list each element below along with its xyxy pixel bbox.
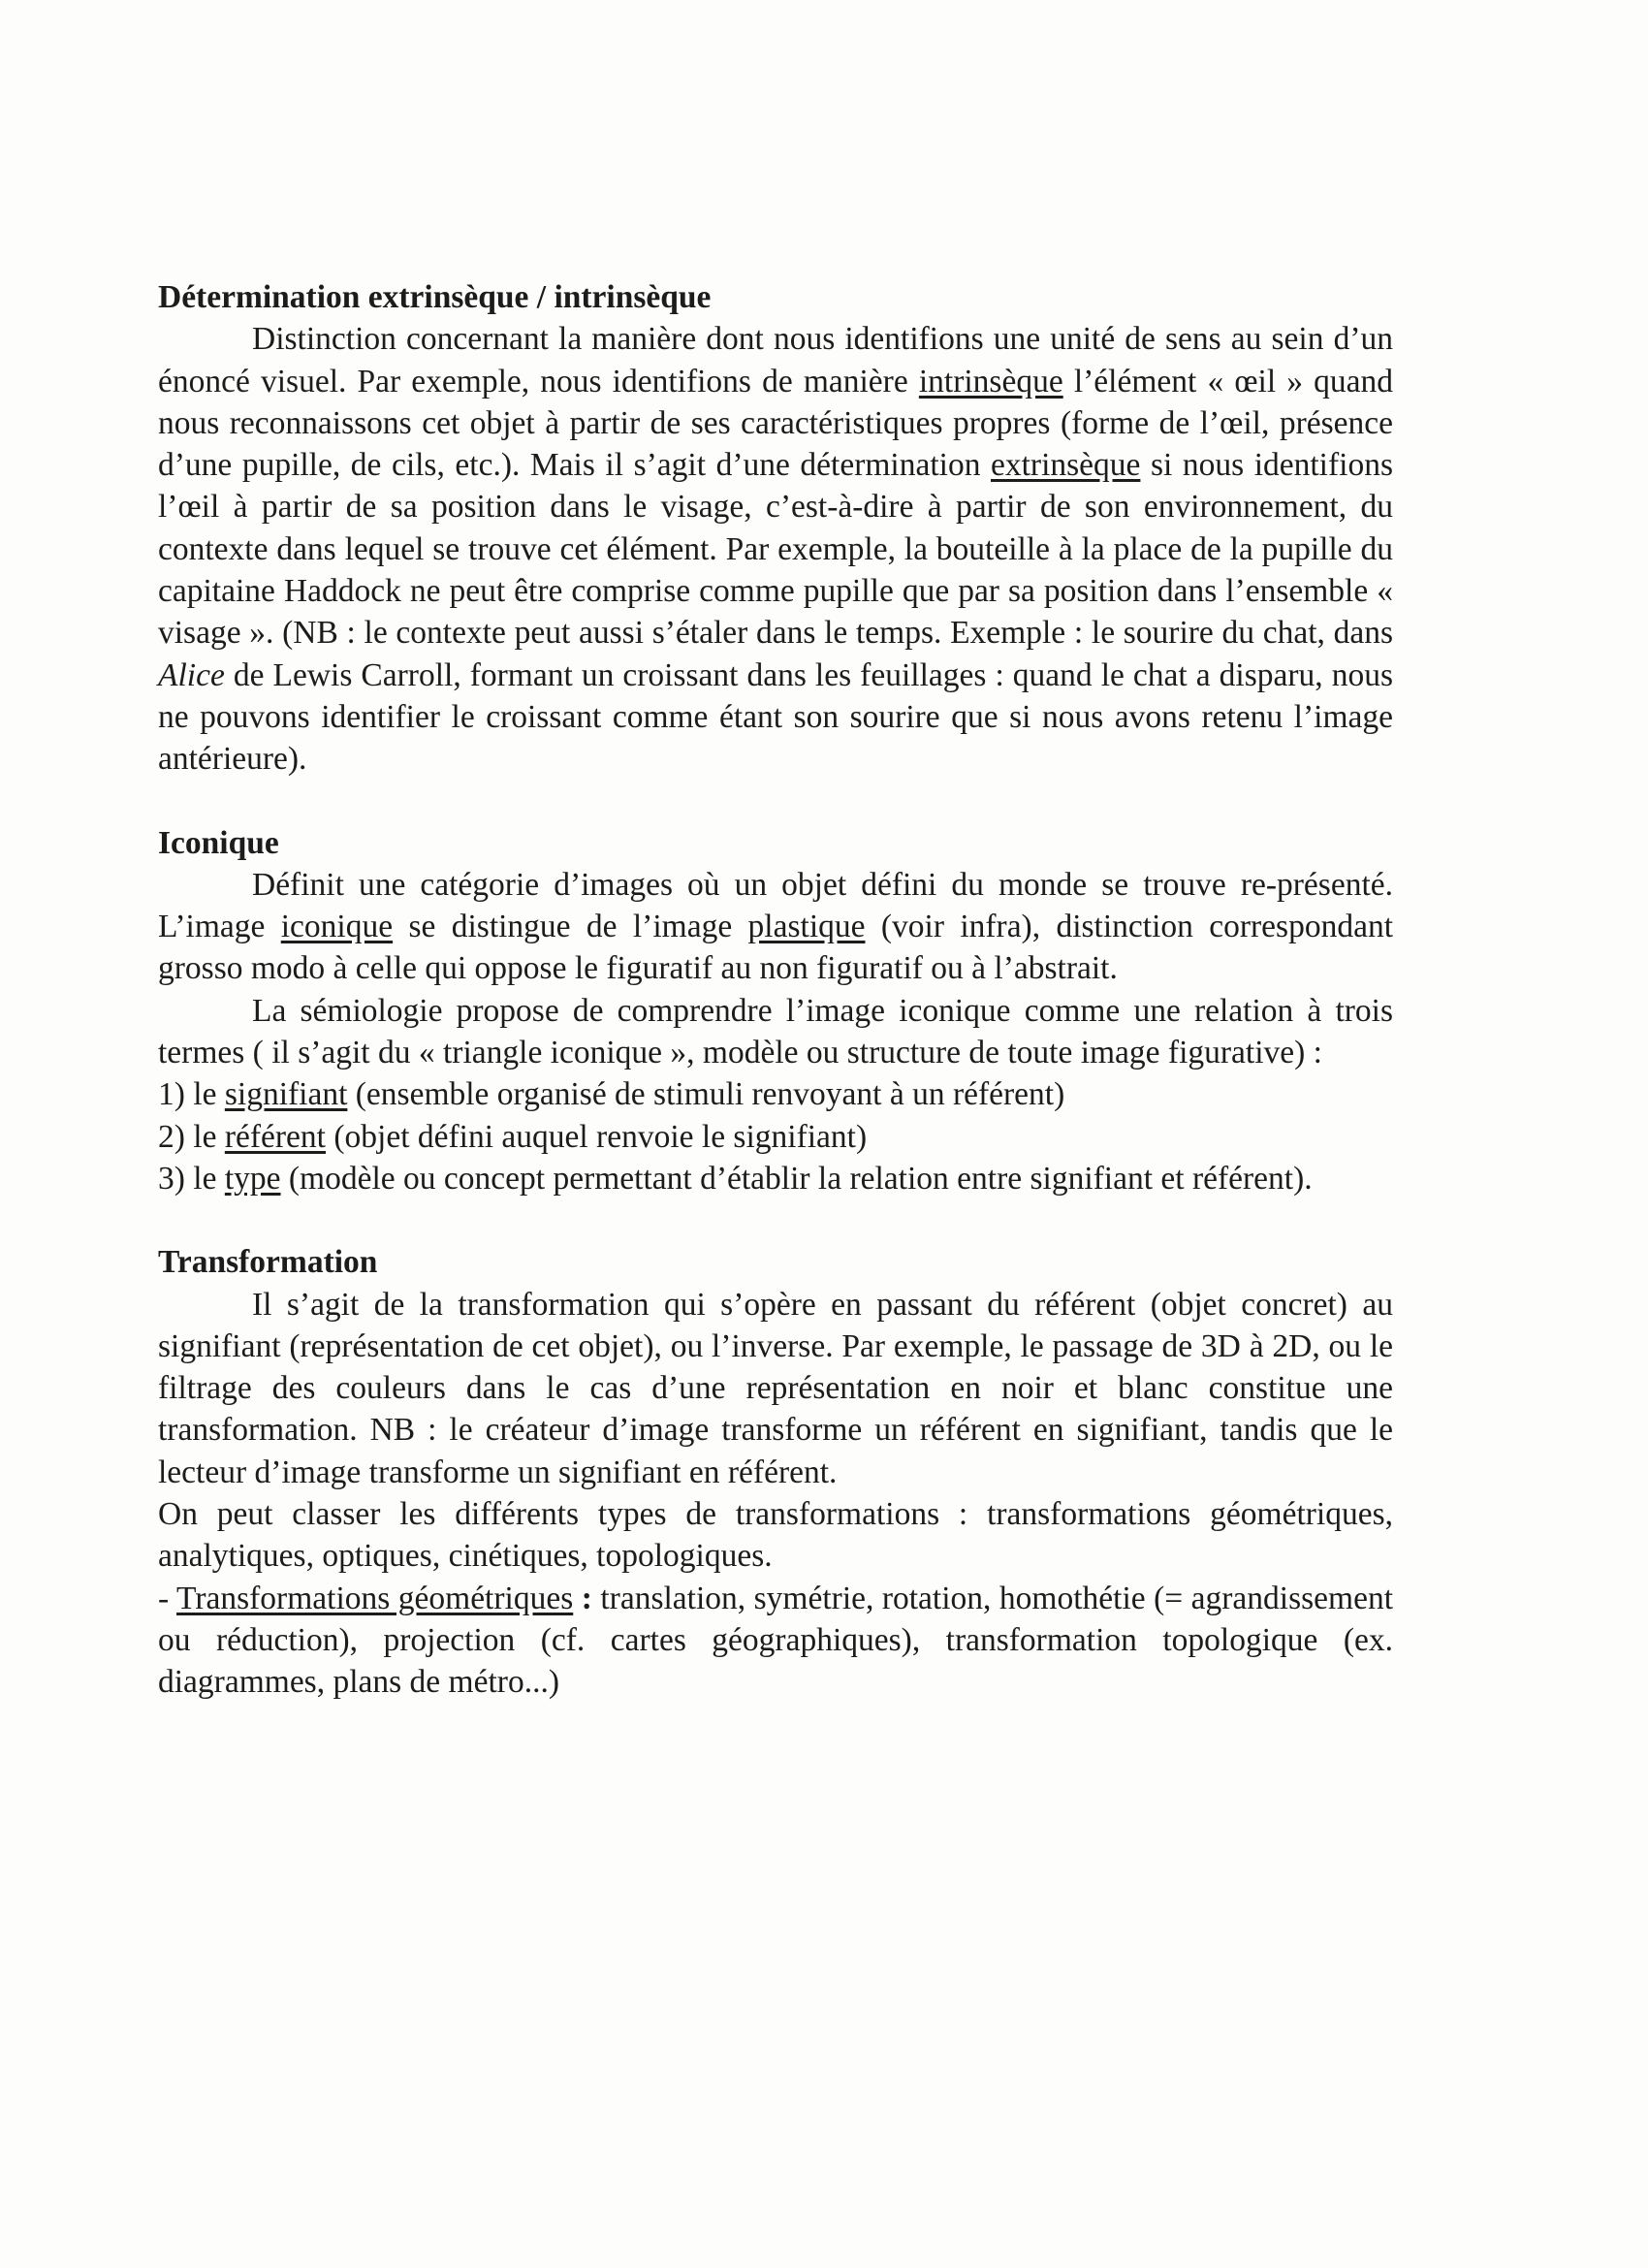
paragraph-transformation: Il s’agit de la transformation qui s’opère en passant du référent (objet concret) au signifiant (représentation de cet objet), ou l’inverse. Par exemple, le passage de 3D à 2D, ou le filtrage des couleurs dans le cas d’une représentation en noir et blanc constitue une transformation. NB : le créateur d’image transforme un référent en signifiant, tandis que le lecteur d’image transforme un signifiant en référent. xyxy=(158,1286,1393,1490)
list-item xyxy=(158,1158,1393,1199)
list-item-number: 3) le xyxy=(158,1160,225,1197)
text-run: l’élément « œil » quand nous reconnaissons cet objet à partir de ses caractéristiques propres (forme de l’œil, présence d’une pupille, de cils, etc.). Mais il s’agit d’une détermination xyxy=(158,363,1393,484)
text-run: (voir infra), distinction correspondant grosso modo à celle qui oppose le figuratif au non figuratif ou à l’abstrait. xyxy=(158,909,1393,987)
section-title-iconique: Iconique xyxy=(158,824,279,861)
text-run: si nous identifions l’œil à partir de sa position dans le visage, c’est-à-dire à partir de son environnement, du contexte dans lequel se trouve cet élément. Par exemple, la bouteille à la place de la pupille du capitaine Haddock ne peut être comprise comme pupille que par sa position dans l’ensemble « visage ». (NB : le contexte peut aussi s’étaler dans le temps. Exemple : le sourire du chat, dans xyxy=(158,447,1393,652)
document-page xyxy=(158,276,1393,1704)
paragraph-iconique-definition xyxy=(158,864,1393,990)
list-item-text: (objet défini auquel renvoie le signifiant) xyxy=(325,1118,868,1155)
underlined-term-signifiant: signifiant xyxy=(224,1076,348,1113)
paragraph-semiologie: La sémiologie propose de comprendre l’image iconique comme une relation à trois termes ( il s’agit du « triangle iconique », modèle ou structure de toute image figurative) : xyxy=(158,992,1393,1071)
underlined-term-extrinseque: extrinsèque xyxy=(991,447,1141,484)
section-title-transformation: Transformation xyxy=(158,1244,378,1281)
underlined-term-plastique: plastique xyxy=(747,909,866,945)
paragraph-transformations-geometriques xyxy=(158,1578,1393,1704)
text-run: Distinction concernant la manière dont nous identifions une unité de sens au sein d’un énoncé visuel. Par exemple, nous identifions de manière xyxy=(158,321,1393,399)
text-run: Définit une catégorie d’images où un objet défini du monde se trouve re-présenté. L’image xyxy=(158,866,1393,945)
text-run: se distingue de l’image xyxy=(393,909,748,945)
underlined-term-transformations-geometriques: Transformations géométriques xyxy=(176,1580,574,1616)
italic-title-alice: Alice xyxy=(158,656,225,693)
paragraph-determination xyxy=(158,318,1393,780)
list-item xyxy=(158,1073,1393,1115)
paragraph-transformation-types: On peut classer les différents types de transformations : transformations géométriques, analytiques, optiques, cinétiques, topologiques. xyxy=(158,1496,1393,1575)
list-item xyxy=(158,1116,1393,1158)
section-title-determination: Détermination extrinsèque / intrinsèque xyxy=(158,279,712,315)
text-run: translation, symétrie, rotation, homothétie (= agrandissement ou réduction), projection (cf. cartes géographiques), transformation topologique (ex. diagrammes, plans de métro...) xyxy=(158,1580,1394,1701)
list-item-text: (ensemble organisé de stimuli renvoyant à un référent) xyxy=(347,1076,1065,1113)
section-gap xyxy=(158,1199,1393,1241)
list-item-number: 2) le xyxy=(158,1118,225,1155)
underlined-term-type: type xyxy=(224,1160,281,1197)
list-item-number: 1) le xyxy=(158,1076,225,1113)
text-run: de Lewis Carroll, formant un croissant dans les feuillages : quand le chat a disparu, nous ne pouvons identifier le croissant comme étant son sourire que si nous avons retenu l’image antérieure). xyxy=(158,656,1393,778)
list-item-text: (modèle ou concept permettant d’établir la relation entre signifiant et référent). xyxy=(280,1160,1313,1197)
section-gap xyxy=(158,781,1393,822)
underlined-term-iconique: iconique xyxy=(280,909,394,945)
underlined-term-referent: référent xyxy=(224,1118,326,1155)
colon: : xyxy=(573,1580,592,1616)
dash-prefix: - xyxy=(158,1580,177,1616)
underlined-term-intrinseque: intrinsèque xyxy=(918,363,1063,399)
